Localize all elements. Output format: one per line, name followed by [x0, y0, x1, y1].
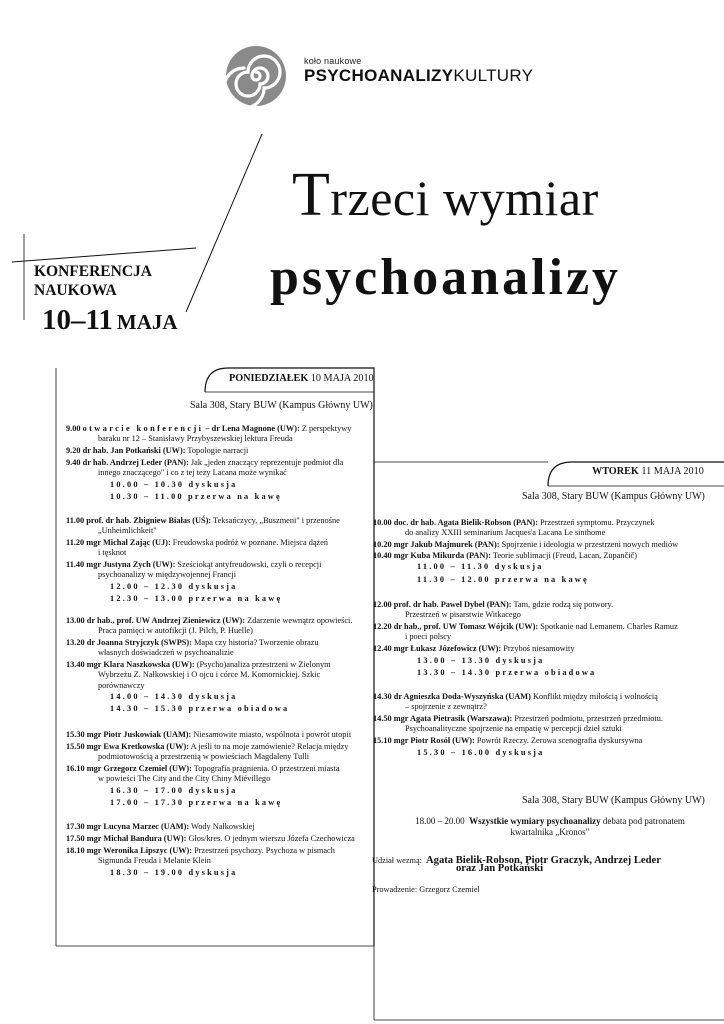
talk-time: 12.00 — [373, 600, 394, 609]
talk-speaker: mgr Jakub Majmurek (PAN): — [393, 540, 500, 549]
talk-speaker: dr Joanna Stryjczyk (SWPS): — [86, 638, 192, 647]
monday-break: 17.00 – 17.30 przerwa na kawę — [110, 798, 283, 807]
talk-time: 10.40 — [373, 551, 394, 560]
tuesday-room: Sala 308, Stary BUW (Kampus Główny UW) — [522, 491, 705, 502]
talk-first-line — [66, 638, 319, 648]
talk-first-line — [373, 600, 613, 610]
tuesday-header — [592, 466, 704, 477]
host-name: Grzegorz Czemiel — [419, 885, 480, 894]
talk-time: 17.50 — [66, 834, 87, 843]
talk-speaker: mgr Piotr Juskowiak (UAM): — [86, 730, 192, 739]
talk-time: 17.30 — [66, 822, 87, 831]
talk-title: Przestrzeń podmiotu, przestrzeń przedmiotu. — [512, 714, 663, 723]
talk-title-continued: psychoanalizy w międzywojennej Francji — [98, 570, 237, 580]
talk-time: 16.10 — [66, 764, 87, 773]
monday-talk — [66, 516, 340, 537]
monday-talk — [66, 424, 351, 445]
talk-first-line — [66, 846, 335, 856]
talk-title-continued: podmiotowością a przestrzenią w powieściach Magdaleny Tulli — [98, 752, 310, 762]
talk-time: 11.20 — [66, 538, 87, 547]
talk-title: Spotkanie nad Lemanem. Charles Ramuz — [538, 622, 678, 631]
participants-label: Udział wezmą: — [372, 856, 422, 865]
talk-title: Mapa czy historia? Tworzenie obrazu — [191, 638, 319, 647]
talk-title: Przestrzeń psychozy. Psychoza w pismach — [192, 846, 335, 855]
talk-title: Freudowska podróż w poznane. Miejsca dążeń — [170, 538, 329, 547]
opening-label: otwarcie konferencji — [82, 424, 204, 433]
talk-first-line — [373, 518, 655, 528]
talk-speaker: dr hab., prof. UW Tomasz Wójcik (UW): — [393, 622, 539, 631]
talk-time: 10.00 — [373, 518, 394, 527]
talk-time: 13.20 — [66, 638, 87, 647]
talk-time: 15.30 — [66, 730, 87, 739]
talk-title-continued: baraku nr 12 – Stanisławy Przybyszewskiej lektura Freuda — [98, 434, 293, 444]
talk-first-line — [66, 446, 248, 456]
debate-block — [390, 816, 710, 838]
talk-speaker: doc. dr hab. Agata Bielik-Robson (PAN): — [393, 518, 538, 527]
talk-title: Przestrzeń symptomu. Przyczynek — [537, 518, 655, 527]
monday-break: 18.30 – 19.00 dyskusja — [110, 868, 238, 877]
horizontal-line — [12, 248, 196, 262]
tuesday-break: 13.30 – 14.30 przerwa obiadowa — [417, 668, 597, 677]
talk-speaker: mgr Łukasz Józefowicz (UW): — [393, 644, 502, 653]
talk-title: Jak „jeden znaczący reprezentuje podmiot dla — [188, 458, 344, 467]
debate-host — [372, 885, 480, 894]
talk-time: 15.10 — [373, 736, 394, 745]
talk-speaker: dr hab. Andrzej Leder (PAN): — [82, 458, 189, 467]
monday-talk — [66, 458, 343, 479]
monday-talk — [66, 730, 351, 740]
monday-talk — [66, 538, 328, 559]
talk-speaker: – dr Lena Magnone (UW): — [203, 424, 300, 433]
talk-time: 13.00 — [66, 616, 87, 625]
talk-speaker: mgr Agata Pietrasik (Warszawa): — [393, 714, 513, 723]
monday-break: 12.00 – 12.30 dyskusja — [110, 582, 238, 591]
participants-line-1: Agata Bielik-Robson, Piotr Graczyk, Andrzej Leder — [426, 855, 661, 866]
talk-time: 12.40 — [373, 644, 394, 653]
talk-title: (Psycho)analiza przestrzeni w Zielonym — [194, 660, 331, 669]
talk-first-line — [66, 764, 340, 774]
talk-time: 10.20 — [373, 540, 394, 549]
talk-title: Wody Nałkowskiej — [189, 822, 255, 831]
tuesday-talk — [373, 622, 678, 643]
talk-first-line — [66, 538, 328, 548]
talk-first-line — [373, 714, 663, 724]
talk-speaker: mgr Weronika Lipszyc (UW): — [86, 846, 193, 855]
talk-first-line — [373, 551, 637, 561]
monday-date: 10 MAJA 2010 — [310, 373, 374, 384]
talk-time: 13.40 — [66, 660, 87, 669]
tuesday-break: 11.00 – 11.30 dyskusja — [417, 562, 544, 571]
monday-header — [229, 373, 374, 384]
talk-title-continued: Przestrzeń w pisarstwie Witkacego — [405, 610, 521, 620]
talk-title: Topologie narracji — [185, 446, 249, 455]
monday-talk — [66, 660, 331, 691]
talk-speaker: prof. dr hab. Paweł Dybel (PAN): — [393, 600, 512, 609]
talk-title: A jeśli to na moje zamówienie? Relacja między — [189, 742, 349, 751]
tuesday-break: 15.30 – 16.00 dyskusja — [417, 748, 545, 757]
talk-title: Niesamowite miasto, wspólnota i powrót utopii — [191, 730, 352, 739]
monday-day: PONIEDZIAŁEK — [229, 373, 309, 384]
talk-title-continued: i tęsknot — [98, 548, 127, 558]
logo-light-part: KULTURY — [453, 66, 534, 85]
monday-talk — [66, 846, 335, 867]
talk-first-line — [373, 644, 575, 654]
talk-first-line — [66, 660, 331, 670]
talk-speaker: dr hab., prof. UW Andrzej Zieniewicz (UW): — [86, 616, 246, 625]
debate-room: Sala 308, Stary BUW (Kampus Główny UW) — [522, 795, 705, 806]
monday-talk — [66, 764, 340, 785]
host-label: Prowadzenie: — [372, 885, 418, 894]
talk-first-line — [66, 822, 255, 832]
talk-time: 18.10 — [66, 846, 87, 855]
talk-first-line — [373, 692, 658, 702]
tuesday-talk — [373, 714, 663, 735]
tuesday-talk — [373, 551, 637, 561]
conference-label — [34, 262, 152, 300]
logo-bold-part: PSYCHOANALIZY — [304, 66, 454, 85]
talk-title-continued: – spojrzenie z zewnątrz? — [405, 702, 487, 712]
tuesday-break: 13.00 – 13.30 dyskusja — [417, 656, 545, 665]
talk-title-continued: Psychoanalityczne spojrzenie na empatię w percepcji dzieł sztuki — [405, 724, 622, 734]
talk-first-line — [66, 516, 340, 526]
logo-subtitle: koło naukowe — [304, 56, 362, 66]
talk-first-line — [373, 622, 678, 632]
talk-first-line — [66, 458, 343, 468]
tuesday-break: 11.30 – 12.00 przerwa na kawę — [417, 575, 589, 584]
talk-time: 11.00 — [66, 516, 87, 525]
talk-speaker: prof. dr hab. Zbigniew Białas (UŚ): — [86, 516, 212, 525]
monday-room: Sala 308, Stary BUW (Kampus Główny UW) — [190, 400, 373, 411]
diagonal-line — [186, 134, 262, 312]
talk-first-line — [66, 616, 352, 626]
talk-title-continued: Wybrzeżu Z. Nałkowskiej i O ojcu i córce M. Komornickiej. Szkic — [98, 670, 321, 680]
title-line-2: psychoanalizy — [270, 249, 622, 306]
monday-talk — [66, 834, 355, 844]
talk-time: 9.20 — [66, 446, 83, 455]
talk-first-line — [66, 730, 351, 740]
monday-break: 14.00 – 14.30 dyskusja — [110, 692, 238, 701]
monday-talk — [66, 742, 348, 763]
debate-time: 18.00 – 20.00 — [415, 816, 465, 826]
talk-time: 15.50 — [66, 742, 87, 751]
talk-speaker: mgr Ewa Kretkowska (UW): — [86, 742, 189, 751]
monday-talk — [66, 638, 319, 659]
spiral-logo-icon — [224, 44, 288, 108]
monday-break: 14.30 – 15.30 przerwa obiadowa — [110, 704, 290, 713]
talk-speaker: mgr Justyna Zych (UW): — [86, 560, 176, 569]
talk-title: Przyboś niesamowity — [501, 644, 575, 653]
talk-title-continued: porównawczy — [98, 680, 145, 690]
talk-title: Tam, gdzie rodzą się potwory. — [511, 600, 614, 609]
title-line-1 — [292, 160, 599, 231]
conference-dates — [42, 304, 178, 337]
talk-title: Zdarzenie wewnątrz opowieści. — [245, 616, 353, 625]
title-first-letter: T — [292, 161, 331, 229]
monday-talk — [66, 560, 321, 581]
monday-talk — [66, 446, 248, 456]
monday-break: 10.30 – 11.00 przerwa na kawę — [110, 492, 282, 501]
tuesday-talk — [373, 644, 575, 654]
talk-speaker: mgr Michał Bandura (UW): — [86, 834, 187, 843]
talk-title: Powrót Rzeczy. Zerowa scenografia dyskursywna — [474, 736, 643, 745]
talk-time: 9.40 — [66, 458, 83, 467]
monday-break: 12.30 – 13.00 przerwa na kawę — [110, 594, 283, 603]
talk-first-line — [66, 834, 355, 844]
debate-rest: debata pod patronatem — [600, 816, 685, 826]
tuesday-talk — [373, 692, 658, 713]
title-line-1-rest: rzeci wymiar — [330, 170, 599, 226]
talk-title-continued: Sigmunda Freuda i Melanie Klein — [98, 856, 211, 866]
talk-speaker: dr Agnieszka Doda-Wyszyńska (UAM) — [393, 692, 531, 701]
talk-title: Głos/kres. O jednym wierszu Józefa Czechowicza — [186, 834, 355, 843]
talk-title: Konflikt między miłością i wolnością — [530, 692, 658, 701]
tuesday-talk — [373, 736, 642, 746]
logo-wordmark — [304, 66, 533, 86]
talk-speaker: mgr Lucyna Marzec (UAM): — [86, 822, 190, 831]
talk-time: 14.50 — [373, 714, 394, 723]
monday-talk — [66, 822, 255, 832]
talk-title: Z perspektywy — [299, 424, 352, 433]
talk-title: Sześciokąt antyfreudowski, czyli o recepcji — [175, 560, 322, 569]
talk-time: 9.00 — [66, 424, 83, 433]
talk-title-continued: w powieści The City and the City Chiny Miévillego — [98, 774, 271, 784]
talk-speaker: dr hab. Jan Potkański (UW): — [82, 446, 186, 455]
talk-first-line — [66, 424, 351, 434]
talk-title-continued: „Unheimlichkeit" — [98, 526, 157, 536]
talk-first-line — [66, 742, 348, 752]
talk-first-line — [373, 540, 678, 550]
participants-line-2: oraz Jan Potkański — [456, 863, 544, 874]
tuesday-talk — [373, 540, 678, 550]
tuesday-talk — [373, 518, 655, 539]
talk-title: Teksańczycy, „Buszmeni" i przenośne — [211, 516, 340, 525]
debate-patron: kwartalnika „Kronos" — [510, 827, 590, 837]
tuesday-talk — [373, 600, 613, 621]
monday-break: 16.30 – 17.00 dyskusja — [110, 786, 238, 795]
talk-title: Teorie sublimacji (Freud, Lacan, Zupančič) — [490, 551, 637, 560]
monday-break: 10.00 – 10.30 dyskusja — [110, 480, 238, 489]
talk-speaker: mgr Kuba Mikurda (PAN): — [393, 551, 491, 560]
talk-title-continued: innego znaczącego" i co z tej tezy Lacana może wynikać — [98, 468, 287, 478]
tuesday-day: WTOREK — [592, 466, 639, 477]
talk-title-continued: Praca pamięci w autofikcji (J. Pilch, P. Huelle) — [98, 626, 253, 636]
talk-time: 14.30 — [373, 692, 394, 701]
dates-month: MAJA — [116, 310, 178, 334]
talk-speaker: mgr Piotr Rosół (UW): — [393, 736, 475, 745]
talk-speaker: mgr Michał Zając (UJ): — [86, 538, 171, 547]
talk-speaker: mgr Grzegorz Czemiel (UW): — [86, 764, 192, 773]
talk-time: 12.20 — [373, 622, 394, 631]
conference-label-line-2: NAUKOWA — [34, 282, 117, 299]
talk-title-continued: własnych doświadczeń w psychoanalizie — [98, 648, 234, 658]
tuesday-date: 11 MAJA 2010 — [641, 466, 704, 477]
dates-number: 10–11 — [42, 304, 113, 336]
talk-title-continued: i poeci polscy — [405, 632, 452, 642]
talk-first-line — [373, 736, 642, 746]
conference-label-line-1: KONFERENCJA — [34, 263, 152, 280]
talk-title-continued: do analizy XXIII seminarium Jacques'a Lacana Le sinthome — [405, 528, 606, 538]
debate-title: Wszystkie wymiary psychoanalizy — [469, 816, 601, 826]
talk-time: 11.40 — [66, 560, 87, 569]
talk-speaker: mgr Klara Naszkowska (UW): — [86, 660, 195, 669]
talk-title: Topografia pragnienia. O przestrzeni miasta — [191, 764, 340, 773]
monday-talk — [66, 616, 352, 637]
talk-first-line — [66, 560, 321, 570]
logo — [224, 44, 534, 104]
talk-title: Spojrzenie i ideologia w przestrzeni nowych mediów — [499, 540, 679, 549]
